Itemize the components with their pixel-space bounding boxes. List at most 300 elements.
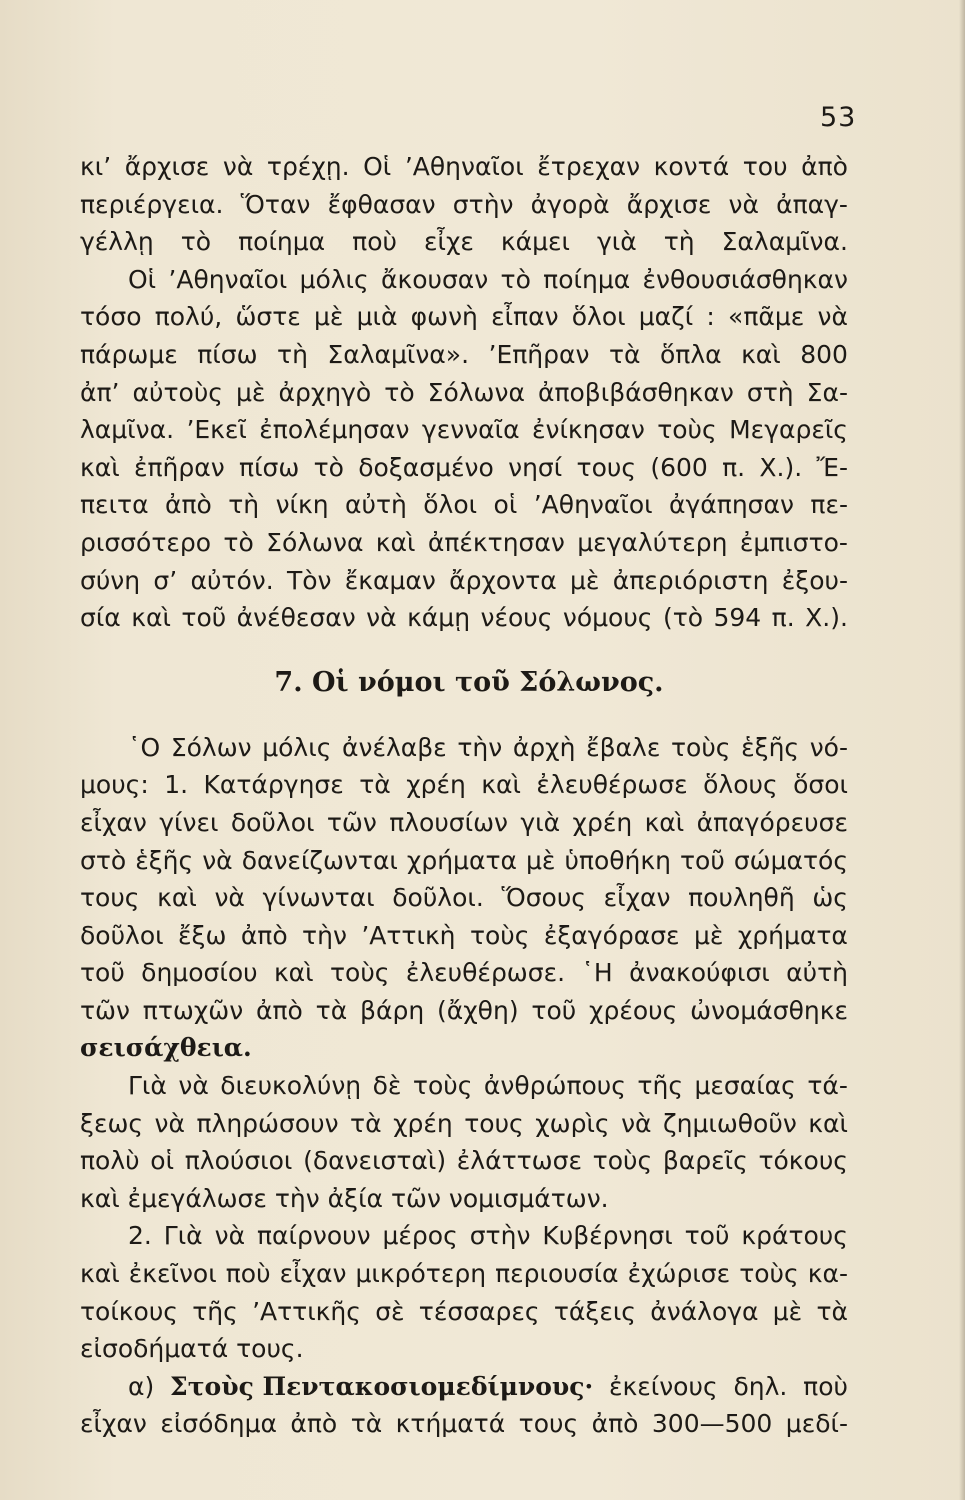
text-line bbox=[80, 1293, 848, 1331]
word: τῆς bbox=[637, 1071, 683, 1101]
word: ἔκαμαν bbox=[344, 565, 436, 595]
word: ἀγορὰ bbox=[530, 189, 610, 219]
word: μὲ bbox=[570, 565, 600, 595]
word: τρέχῃ. bbox=[266, 152, 350, 181]
word: ὠνομάσθηκε bbox=[690, 995, 848, 1025]
word: δὲ bbox=[372, 1071, 402, 1101]
word: ’Εκεῖ bbox=[186, 415, 247, 445]
word: χρέη bbox=[393, 1108, 453, 1138]
word: κα- bbox=[807, 1259, 848, 1289]
word: αὐτοὺς bbox=[132, 377, 223, 407]
text-line bbox=[80, 879, 848, 917]
word: νίκη bbox=[275, 490, 329, 520]
word: δοξασμένο bbox=[358, 452, 494, 482]
word: ἀπὸ bbox=[256, 995, 303, 1025]
word: ἐνίκησαν bbox=[531, 415, 645, 445]
word: 1. bbox=[164, 770, 189, 800]
word: μόλις bbox=[262, 732, 332, 762]
text-line bbox=[80, 298, 848, 336]
word: τοῦ bbox=[531, 995, 577, 1025]
word: (τὸ bbox=[662, 603, 704, 633]
paragraph-5 bbox=[80, 1217, 848, 1367]
word: χρήματα bbox=[737, 920, 848, 950]
word: ἐξαγόρασε bbox=[543, 920, 680, 950]
word: ποὺ bbox=[803, 1371, 848, 1401]
text-line bbox=[80, 1368, 848, 1406]
text-line bbox=[80, 223, 848, 261]
text-line bbox=[80, 1105, 848, 1143]
word: ἀπαγ- bbox=[776, 189, 848, 219]
word: πλούσιοι bbox=[184, 1146, 293, 1176]
word: εἶχε bbox=[423, 227, 474, 257]
word: ἀπέκτησαν bbox=[427, 527, 565, 557]
word: ἀνάλογα bbox=[650, 1296, 759, 1326]
word: εἶχαν bbox=[279, 1259, 347, 1289]
text-line bbox=[80, 336, 848, 374]
word: στὴν bbox=[452, 189, 514, 219]
word: ’Αθηναῖοι bbox=[404, 152, 524, 181]
word: Μεγαρεῖς bbox=[729, 415, 848, 445]
word: ἐκείνους bbox=[609, 1371, 718, 1401]
word: περιέργεια. bbox=[80, 189, 224, 219]
word: Ἔ- bbox=[816, 452, 848, 482]
word: νὰ bbox=[366, 603, 397, 633]
text-line bbox=[80, 562, 848, 600]
word: νὰ bbox=[621, 1108, 652, 1138]
text-line bbox=[80, 1029, 848, 1067]
word: τόκους bbox=[758, 1146, 848, 1176]
word: Ὅσους bbox=[501, 883, 586, 913]
word: σ’ bbox=[153, 565, 178, 595]
word: Τὸν bbox=[286, 565, 332, 595]
word: τόσο bbox=[80, 302, 142, 332]
word: κράτους bbox=[741, 1221, 848, 1251]
text-line bbox=[80, 374, 848, 412]
word: στὴν bbox=[469, 1221, 531, 1251]
word: μους: bbox=[80, 770, 149, 800]
word: σία bbox=[80, 603, 121, 633]
body-text bbox=[80, 148, 848, 1443]
word: ἀνέλαβε bbox=[342, 732, 447, 762]
section-heading: 7. Οἱ νόμοι τοῦ Σόλωνος. bbox=[274, 666, 664, 698]
word: τὰ bbox=[315, 995, 348, 1025]
word: τὸ bbox=[500, 264, 531, 294]
word: λαμῖνα. bbox=[80, 415, 175, 445]
word: νὰ bbox=[728, 189, 759, 219]
word: παίρνουν bbox=[257, 1221, 371, 1251]
word: ἑξῆς bbox=[741, 732, 800, 762]
text-line bbox=[80, 599, 848, 637]
word: βαρεῖς bbox=[662, 1146, 748, 1176]
word: εἶχαν bbox=[603, 883, 671, 913]
text-line bbox=[80, 411, 848, 449]
word: νὰ bbox=[178, 1071, 209, 1101]
word: νὰ bbox=[154, 1108, 185, 1138]
word: ὑποθήκη bbox=[564, 845, 671, 875]
word: (δανεισταὶ) bbox=[303, 1146, 447, 1176]
word: νὰ bbox=[202, 845, 233, 875]
word: καὶ bbox=[157, 883, 197, 913]
word: ἀπ’ bbox=[80, 377, 120, 407]
word: μιὰ bbox=[356, 302, 398, 332]
word: τῶν bbox=[80, 995, 130, 1025]
word: ἀνθρώπους bbox=[483, 1071, 626, 1101]
word: ’Επῆραν bbox=[488, 339, 590, 369]
word: χωρὶς bbox=[535, 1108, 610, 1138]
word: τοὺς bbox=[670, 732, 731, 762]
word: Σόλωνα bbox=[427, 377, 525, 407]
word: ἐπῆραν bbox=[133, 452, 225, 482]
word: τάξεις bbox=[553, 1296, 636, 1326]
word: «πᾶμε bbox=[728, 302, 805, 332]
word: ἀνέθεσαν bbox=[236, 603, 356, 633]
word: αὐτόν. bbox=[190, 565, 274, 595]
word: ’Αθηναῖοι bbox=[533, 490, 653, 520]
word: τὰ bbox=[350, 1409, 383, 1439]
word: ἀπὸ bbox=[591, 1409, 639, 1439]
word: ξεως bbox=[80, 1108, 144, 1138]
word: ἔτρεχαν bbox=[537, 152, 641, 181]
word: γίνωνται bbox=[262, 883, 375, 913]
word: τοίκους bbox=[80, 1296, 178, 1326]
word: τὰ bbox=[359, 770, 391, 800]
word: μόλις bbox=[299, 264, 369, 294]
word: ρισσότερο bbox=[80, 527, 212, 557]
word: δανείζωνται bbox=[241, 845, 398, 875]
text-line bbox=[80, 1217, 848, 1255]
word: 2. bbox=[128, 1221, 152, 1251]
word: ὥστε bbox=[235, 302, 301, 332]
word: εἶχαν bbox=[80, 1409, 147, 1439]
word: νὰ bbox=[817, 302, 848, 332]
word: χρήματα bbox=[406, 845, 517, 875]
word: μεσαίας bbox=[694, 1071, 796, 1101]
word: τοῦ bbox=[679, 845, 725, 875]
text-line bbox=[80, 954, 848, 992]
word: μὲ bbox=[526, 845, 556, 875]
word: μεγαλύτερη bbox=[577, 527, 728, 557]
text-line bbox=[80, 729, 848, 767]
word: τοὺς bbox=[657, 415, 717, 445]
word: τοὺς bbox=[412, 1071, 473, 1101]
word: νόμους bbox=[562, 603, 653, 633]
text-line bbox=[80, 186, 848, 224]
word: τὴν bbox=[457, 732, 503, 762]
word: σώματός bbox=[733, 845, 848, 875]
text-line bbox=[80, 992, 848, 1030]
word: μικρότερη bbox=[355, 1259, 487, 1289]
word: Οἱ bbox=[128, 264, 157, 294]
word: τὰ bbox=[816, 1296, 848, 1326]
word: ἐλάττωσε bbox=[456, 1146, 582, 1176]
page-number: 53 bbox=[820, 102, 857, 133]
bold-term: σεισάχθεια. bbox=[80, 1033, 252, 1063]
paragraph-1 bbox=[80, 148, 848, 261]
text-line bbox=[80, 261, 848, 299]
word: χρέη bbox=[572, 807, 633, 837]
word: 594 bbox=[713, 603, 762, 633]
word: ἀπὸ bbox=[164, 490, 212, 520]
word: τὸ bbox=[180, 227, 212, 257]
word: καὶ bbox=[375, 527, 416, 557]
word: Κυβέρνησι bbox=[542, 1221, 673, 1251]
word: πίσω bbox=[239, 452, 300, 482]
paragraph-3 bbox=[80, 729, 848, 1067]
word: κτήματά bbox=[395, 1409, 506, 1439]
word: ἀπὸ bbox=[240, 920, 288, 950]
word: ἐκεῖνοι bbox=[128, 1259, 217, 1289]
word: ἐξου- bbox=[781, 565, 848, 595]
word: γενναῖα bbox=[421, 415, 520, 445]
word: ἑξῆς bbox=[135, 845, 194, 875]
word: εἶπαν bbox=[491, 302, 559, 332]
word: ὡς bbox=[812, 883, 848, 913]
word: (600 bbox=[650, 452, 708, 482]
word: τους bbox=[576, 452, 637, 482]
word: τέσσαρες bbox=[418, 1296, 540, 1326]
word: καὶ bbox=[131, 603, 171, 633]
text-line bbox=[80, 804, 848, 842]
word: εἶχαν bbox=[80, 807, 147, 837]
word: γέλλῃ bbox=[80, 227, 154, 257]
text-line bbox=[80, 917, 848, 955]
word: νὰ bbox=[214, 883, 245, 913]
word: ἐχώρισε bbox=[627, 1259, 731, 1289]
word: : bbox=[706, 302, 715, 332]
word: πολὺ bbox=[80, 1146, 140, 1176]
word: καὶ bbox=[808, 1108, 848, 1138]
word: ῾Ο bbox=[128, 732, 161, 762]
word: ὅλοι bbox=[423, 490, 478, 520]
text-line bbox=[80, 1067, 848, 1105]
word: νὰ bbox=[222, 152, 254, 181]
word: πληρώσουν bbox=[196, 1108, 339, 1138]
text-line bbox=[80, 1255, 848, 1293]
word: Γιὰ bbox=[163, 1221, 203, 1251]
word: ἄρχισε bbox=[626, 189, 712, 219]
word: τὸ bbox=[313, 452, 344, 482]
word: ἀνακούφισι bbox=[629, 958, 770, 988]
word: ἔφθασαν bbox=[327, 189, 436, 219]
word: τοὺς bbox=[469, 920, 530, 950]
word: τὴ bbox=[228, 490, 260, 520]
word: καὶ bbox=[741, 339, 781, 369]
word: ποίημα bbox=[238, 227, 326, 257]
paragraph-4 bbox=[80, 1067, 848, 1217]
page-edge-shadow bbox=[959, 0, 965, 1500]
word: Χ.). bbox=[805, 603, 848, 633]
text-line bbox=[80, 766, 848, 804]
text-line bbox=[80, 148, 848, 186]
word: χρέους bbox=[589, 995, 678, 1025]
word: τους bbox=[518, 1409, 579, 1439]
word: στὸ bbox=[80, 845, 127, 875]
word: μὲ bbox=[313, 302, 344, 332]
word: μαζί bbox=[638, 302, 694, 332]
word: δημοσίου bbox=[141, 958, 258, 988]
word: διευκολύνῃ bbox=[220, 1071, 362, 1101]
word: καὶ bbox=[80, 1259, 120, 1289]
word: ἐλευθέρωσε bbox=[536, 770, 688, 800]
word: ἀπεριόριστη bbox=[612, 565, 769, 595]
word: πάρωμε bbox=[80, 339, 178, 369]
word: ζημιωθοῦν bbox=[663, 1108, 797, 1138]
word: Σόλωνα bbox=[266, 527, 364, 557]
word: στὴ bbox=[746, 377, 794, 407]
word: αὐτὴ bbox=[345, 490, 407, 520]
word: τὸ bbox=[223, 527, 254, 557]
word: ἀρχηγὸ bbox=[278, 377, 372, 407]
word: τὰ bbox=[608, 339, 641, 369]
word: καὶ bbox=[481, 770, 521, 800]
word: μὲ bbox=[236, 377, 266, 407]
word: ποὺ bbox=[225, 1259, 271, 1289]
word: εἰσόδημα bbox=[160, 1409, 277, 1439]
word: νὰ bbox=[214, 1221, 246, 1251]
word: ποίημα bbox=[543, 264, 631, 294]
word: ἄρχισε bbox=[124, 152, 210, 181]
word: καὶ bbox=[273, 958, 314, 988]
paragraph-4-lines bbox=[80, 1067, 848, 1180]
word: ὅσοι bbox=[793, 770, 848, 800]
paragraph-3-lines bbox=[80, 729, 848, 1030]
word: τῶν bbox=[326, 807, 377, 837]
word: τους bbox=[464, 1108, 524, 1138]
word: Χ.). bbox=[759, 452, 803, 482]
text-line bbox=[80, 842, 848, 880]
word: Οἱ bbox=[363, 152, 392, 181]
word: μεδί- bbox=[785, 1409, 848, 1439]
word: φωνὴ bbox=[410, 302, 478, 332]
word: τά- bbox=[807, 1071, 848, 1101]
word: πολύ, bbox=[154, 302, 223, 332]
word: δοῦλοι bbox=[230, 807, 315, 837]
word: τοὺς bbox=[592, 1146, 653, 1176]
word: νέους bbox=[480, 603, 553, 633]
word: τοῦ bbox=[80, 958, 125, 988]
word: γιὰ bbox=[597, 227, 637, 257]
word: ἐνθουσιάσθηκαν bbox=[642, 264, 848, 294]
word: κάμει bbox=[500, 227, 570, 257]
paragraph-2 bbox=[80, 261, 848, 637]
word: γιὰ bbox=[520, 807, 561, 837]
word: (ἄχθη) bbox=[437, 995, 519, 1025]
word: αὐτὴ bbox=[786, 958, 848, 988]
bold-term: Στοὺς Πεντακοσιομεδίμνους· bbox=[170, 1371, 594, 1401]
word: Σαλαμῖνα». bbox=[327, 339, 470, 369]
word: κάμῃ bbox=[407, 603, 471, 633]
word: ἀπὸ bbox=[290, 1409, 338, 1439]
word: σὲ bbox=[375, 1296, 405, 1326]
word: ἄρχοντα bbox=[449, 565, 557, 595]
word: τῆς bbox=[192, 1296, 238, 1326]
word: τὰ bbox=[350, 1108, 382, 1138]
word: ἐλευθέρωσε. bbox=[405, 958, 566, 988]
word: ἀποβιβάσθηκαν bbox=[537, 377, 734, 407]
word: πτωχῶν bbox=[142, 995, 244, 1025]
paragraph-5-last-line: εἰσοδήματά τους. bbox=[80, 1334, 304, 1364]
paragraph-6 bbox=[80, 1368, 848, 1443]
list-marker: α) bbox=[128, 1371, 155, 1401]
text-line bbox=[80, 1142, 848, 1180]
word: ἀπὸ bbox=[801, 152, 848, 181]
word: δοῦλοι. bbox=[392, 883, 484, 913]
word: οἱ bbox=[150, 1146, 175, 1176]
word: ἔβαλε bbox=[586, 732, 661, 762]
word: ἐμπιστο- bbox=[739, 527, 848, 557]
word: 800 bbox=[800, 339, 848, 369]
word: δοῦλοι bbox=[80, 920, 164, 950]
word: Σόλων bbox=[170, 732, 252, 762]
text-line bbox=[80, 486, 848, 524]
word: τοῦ bbox=[181, 603, 227, 633]
word: ἀπαγόρευσε bbox=[696, 807, 848, 837]
word: πλουσίων bbox=[389, 807, 508, 837]
word: πε- bbox=[810, 490, 848, 520]
word: πίσω bbox=[197, 339, 258, 369]
word: κοντά bbox=[653, 152, 730, 181]
word: ’Αττικῆς bbox=[252, 1296, 361, 1326]
word: τους bbox=[80, 883, 140, 913]
text-line bbox=[80, 524, 848, 562]
text-line bbox=[80, 1405, 848, 1443]
word: βάρη bbox=[360, 995, 425, 1025]
word: πουληθῆ bbox=[688, 883, 795, 913]
word: δηλ. bbox=[733, 1371, 788, 1401]
word: τοῦ bbox=[684, 1221, 730, 1251]
text-line bbox=[80, 449, 848, 487]
word: τὴ bbox=[277, 339, 308, 369]
word: περιουσία bbox=[495, 1259, 619, 1289]
word: γίνει bbox=[159, 807, 219, 837]
paragraph-6-lines bbox=[80, 1405, 848, 1443]
word: ἔξω bbox=[178, 920, 227, 950]
word: τοὺς bbox=[329, 958, 390, 988]
word: νησί bbox=[508, 452, 563, 482]
word: τὴν bbox=[302, 920, 347, 950]
word: ἀρχὴ bbox=[512, 732, 576, 762]
word: Σα- bbox=[806, 377, 848, 407]
word: νό- bbox=[809, 732, 848, 762]
word: τὴ bbox=[663, 227, 695, 257]
word: ῾Η bbox=[581, 958, 613, 988]
paragraph-5-lines bbox=[80, 1217, 848, 1330]
text-line bbox=[80, 1180, 848, 1218]
word: ’Αττικὴ bbox=[361, 920, 456, 950]
word: μὲ bbox=[772, 1296, 803, 1326]
word: μὲ bbox=[693, 920, 724, 950]
word: ποὺ bbox=[352, 227, 397, 257]
word: καὶ bbox=[644, 807, 685, 837]
word: Κατάργησε bbox=[203, 770, 344, 800]
word: κι’ bbox=[80, 152, 112, 181]
word: ὅπλα bbox=[659, 339, 722, 369]
word: ὅλοι bbox=[571, 302, 626, 332]
paragraph-4-last-line: καὶ ἐμεγάλωσε τὴν ἀξία τῶν νομισμάτων. bbox=[80, 1183, 609, 1213]
word: ἐπολέμησαν bbox=[259, 415, 410, 445]
word: ’Αθηναῖοι bbox=[168, 264, 288, 294]
word: σύνη bbox=[80, 565, 141, 595]
word: τοὺς bbox=[739, 1259, 799, 1289]
word: του bbox=[742, 152, 788, 181]
word: ἄκουσαν bbox=[380, 264, 489, 294]
word: οἱ bbox=[493, 490, 518, 520]
word: χρέη bbox=[406, 770, 466, 800]
word: τὸ bbox=[384, 377, 415, 407]
text-line bbox=[80, 1330, 848, 1368]
word: Σαλαμῖνα. bbox=[721, 227, 848, 257]
word: π. bbox=[771, 603, 795, 633]
